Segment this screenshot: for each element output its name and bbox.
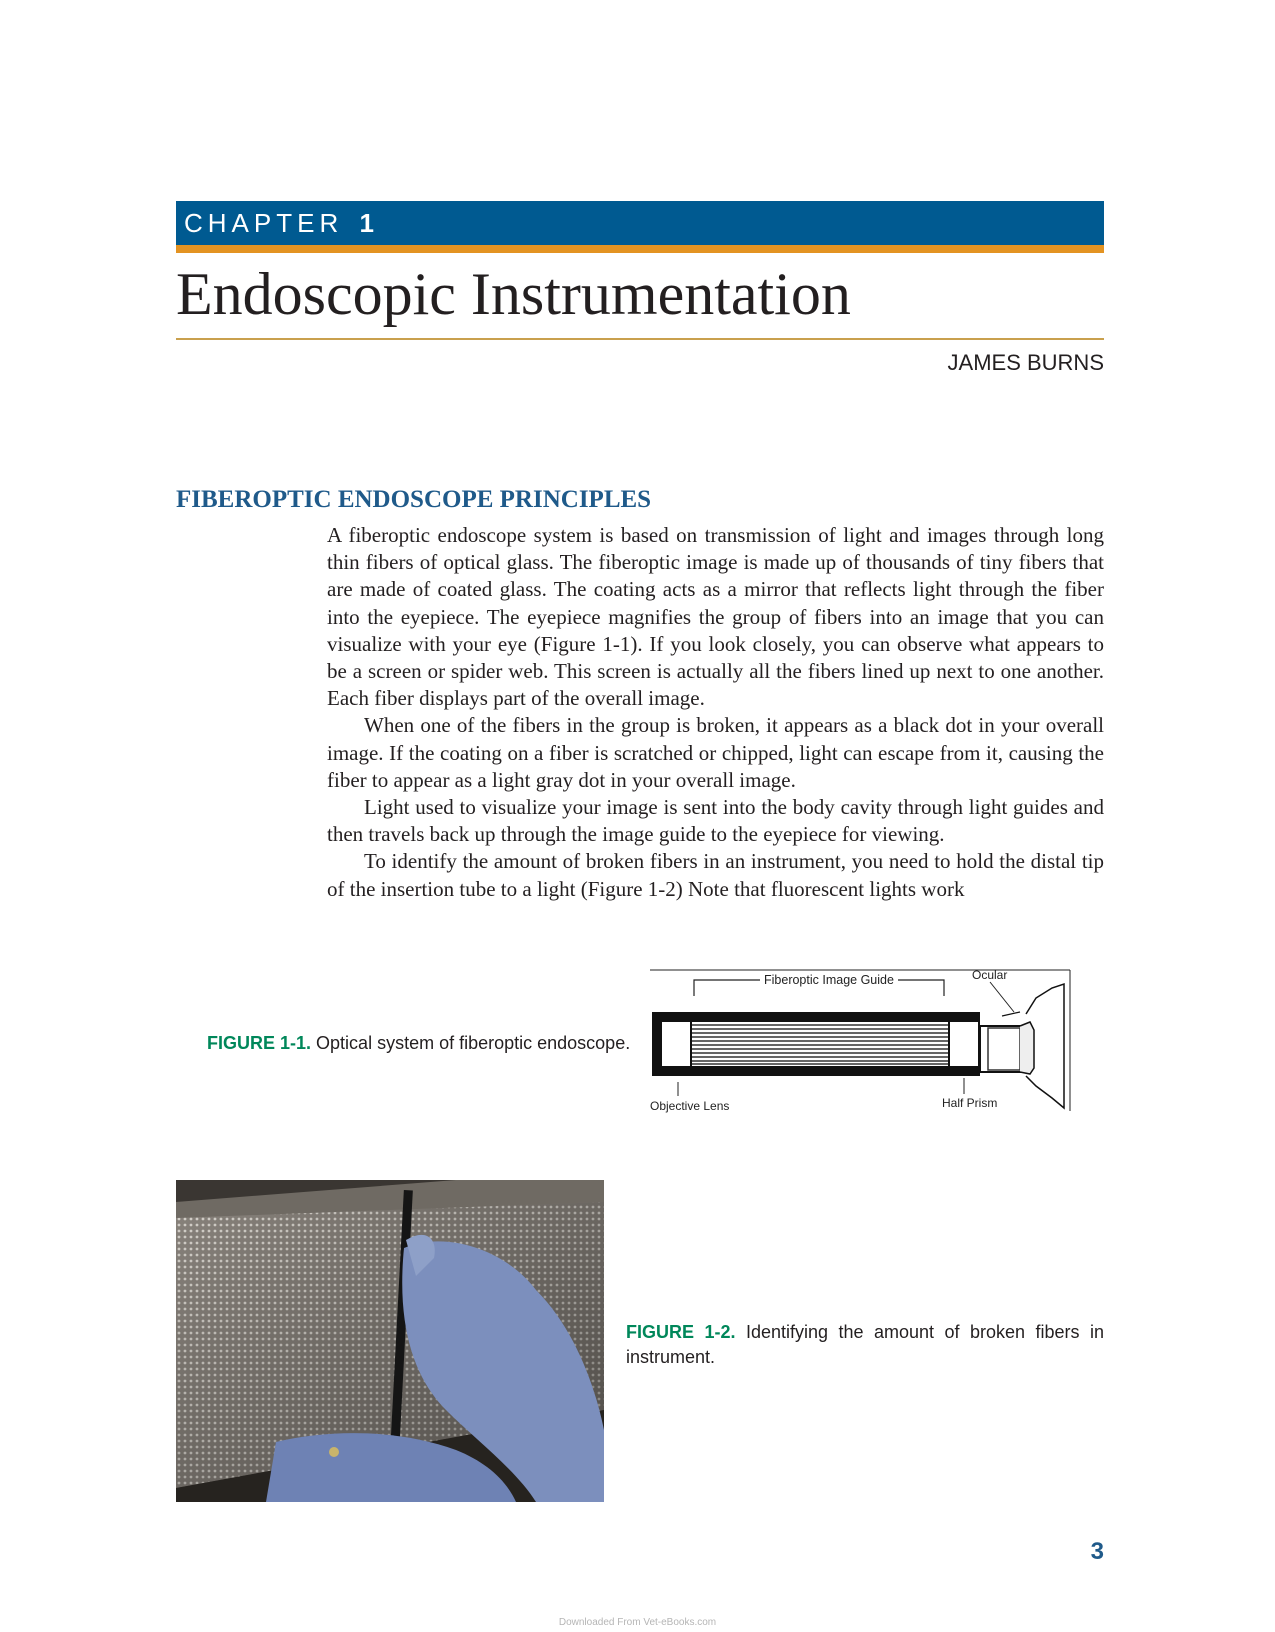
section-heading: FIBEROPTIC ENDOSCOPE PRINCIPLES (176, 486, 652, 513)
figure-2-caption (626, 1320, 1104, 1370)
chapter-word: CHAPTER (184, 208, 344, 238)
paragraph-4: To identify the amount of broken fibers in an instrument, you need to hold the distal tip of the insertion tube to a light (Figure 1-2) Note that fluorescent lights work (327, 849, 1104, 901)
paragraph-2: When one of the fibers in the group is broken, it appears as a black dot in your overall image. If the coating on a fiber is scratched or chipped, light can escape from it, causing the fiber to appear as a light gray dot in your overall image. (327, 713, 1104, 792)
photo-fiber-inspection (176, 1180, 604, 1502)
eyepiece (980, 984, 1064, 1108)
paragraph-3: Light used to visualize your image is sent into the body cavity through light guides and then travels back up through the image guide to the eyepiece for viewing. (327, 795, 1104, 847)
fiberoptic-optical-system-diagram (650, 968, 1080, 1114)
chapter-number: 1 (359, 208, 374, 238)
chapter-title: Endoscopic Instrumentation (176, 261, 851, 327)
chapter-label (184, 207, 374, 239)
fiber-bundle (692, 1022, 948, 1066)
label-ocular: Ocular (972, 968, 1008, 982)
figure-2-label: FIGURE 1-2. (626, 1322, 736, 1342)
footer-watermark: Downloaded From Vet-eBooks.com (558, 1617, 717, 1628)
label-fiberoptic-image-guide: Fiberoptic Image Guide (764, 973, 894, 987)
page-number: 3 (1090, 1538, 1104, 1565)
paragraph-1: A fiberoptic endoscope system is based on transmission of light and images through long thin fibers of optical glass. The fiberoptic image is made up of thousands of tiny fibers that are made of coated glass. The coating acts as a mirror that reflects light through the fiber into the eyepiece. The eyepiece magnifies the group of fibers into an image that you can visualize with your eye (Figure 1-1). If you look closely, you can observe what appears to be a screen or spider web. This screen is actually all the fibers lined up next to one another. Each fiber displays part of the overall image. (327, 523, 1104, 711)
label-objective-lens: Objective Lens (650, 1099, 730, 1113)
author-name: JAMES BURNS (947, 350, 1104, 375)
figure-1-caption (207, 1031, 630, 1056)
title-rule (176, 338, 1104, 340)
figure-1-label: FIGURE 1-1. (207, 1033, 312, 1053)
figure-2-caption-text: Identifying the amount of broken fibers in instrument. (626, 1322, 1104, 1367)
chapter-banner (176, 201, 1104, 253)
label-half-prism: Half Prism (942, 1096, 998, 1110)
body-text (327, 522, 1104, 903)
figure-1-caption-text: Optical system of fiberoptic endoscope. (316, 1033, 631, 1053)
